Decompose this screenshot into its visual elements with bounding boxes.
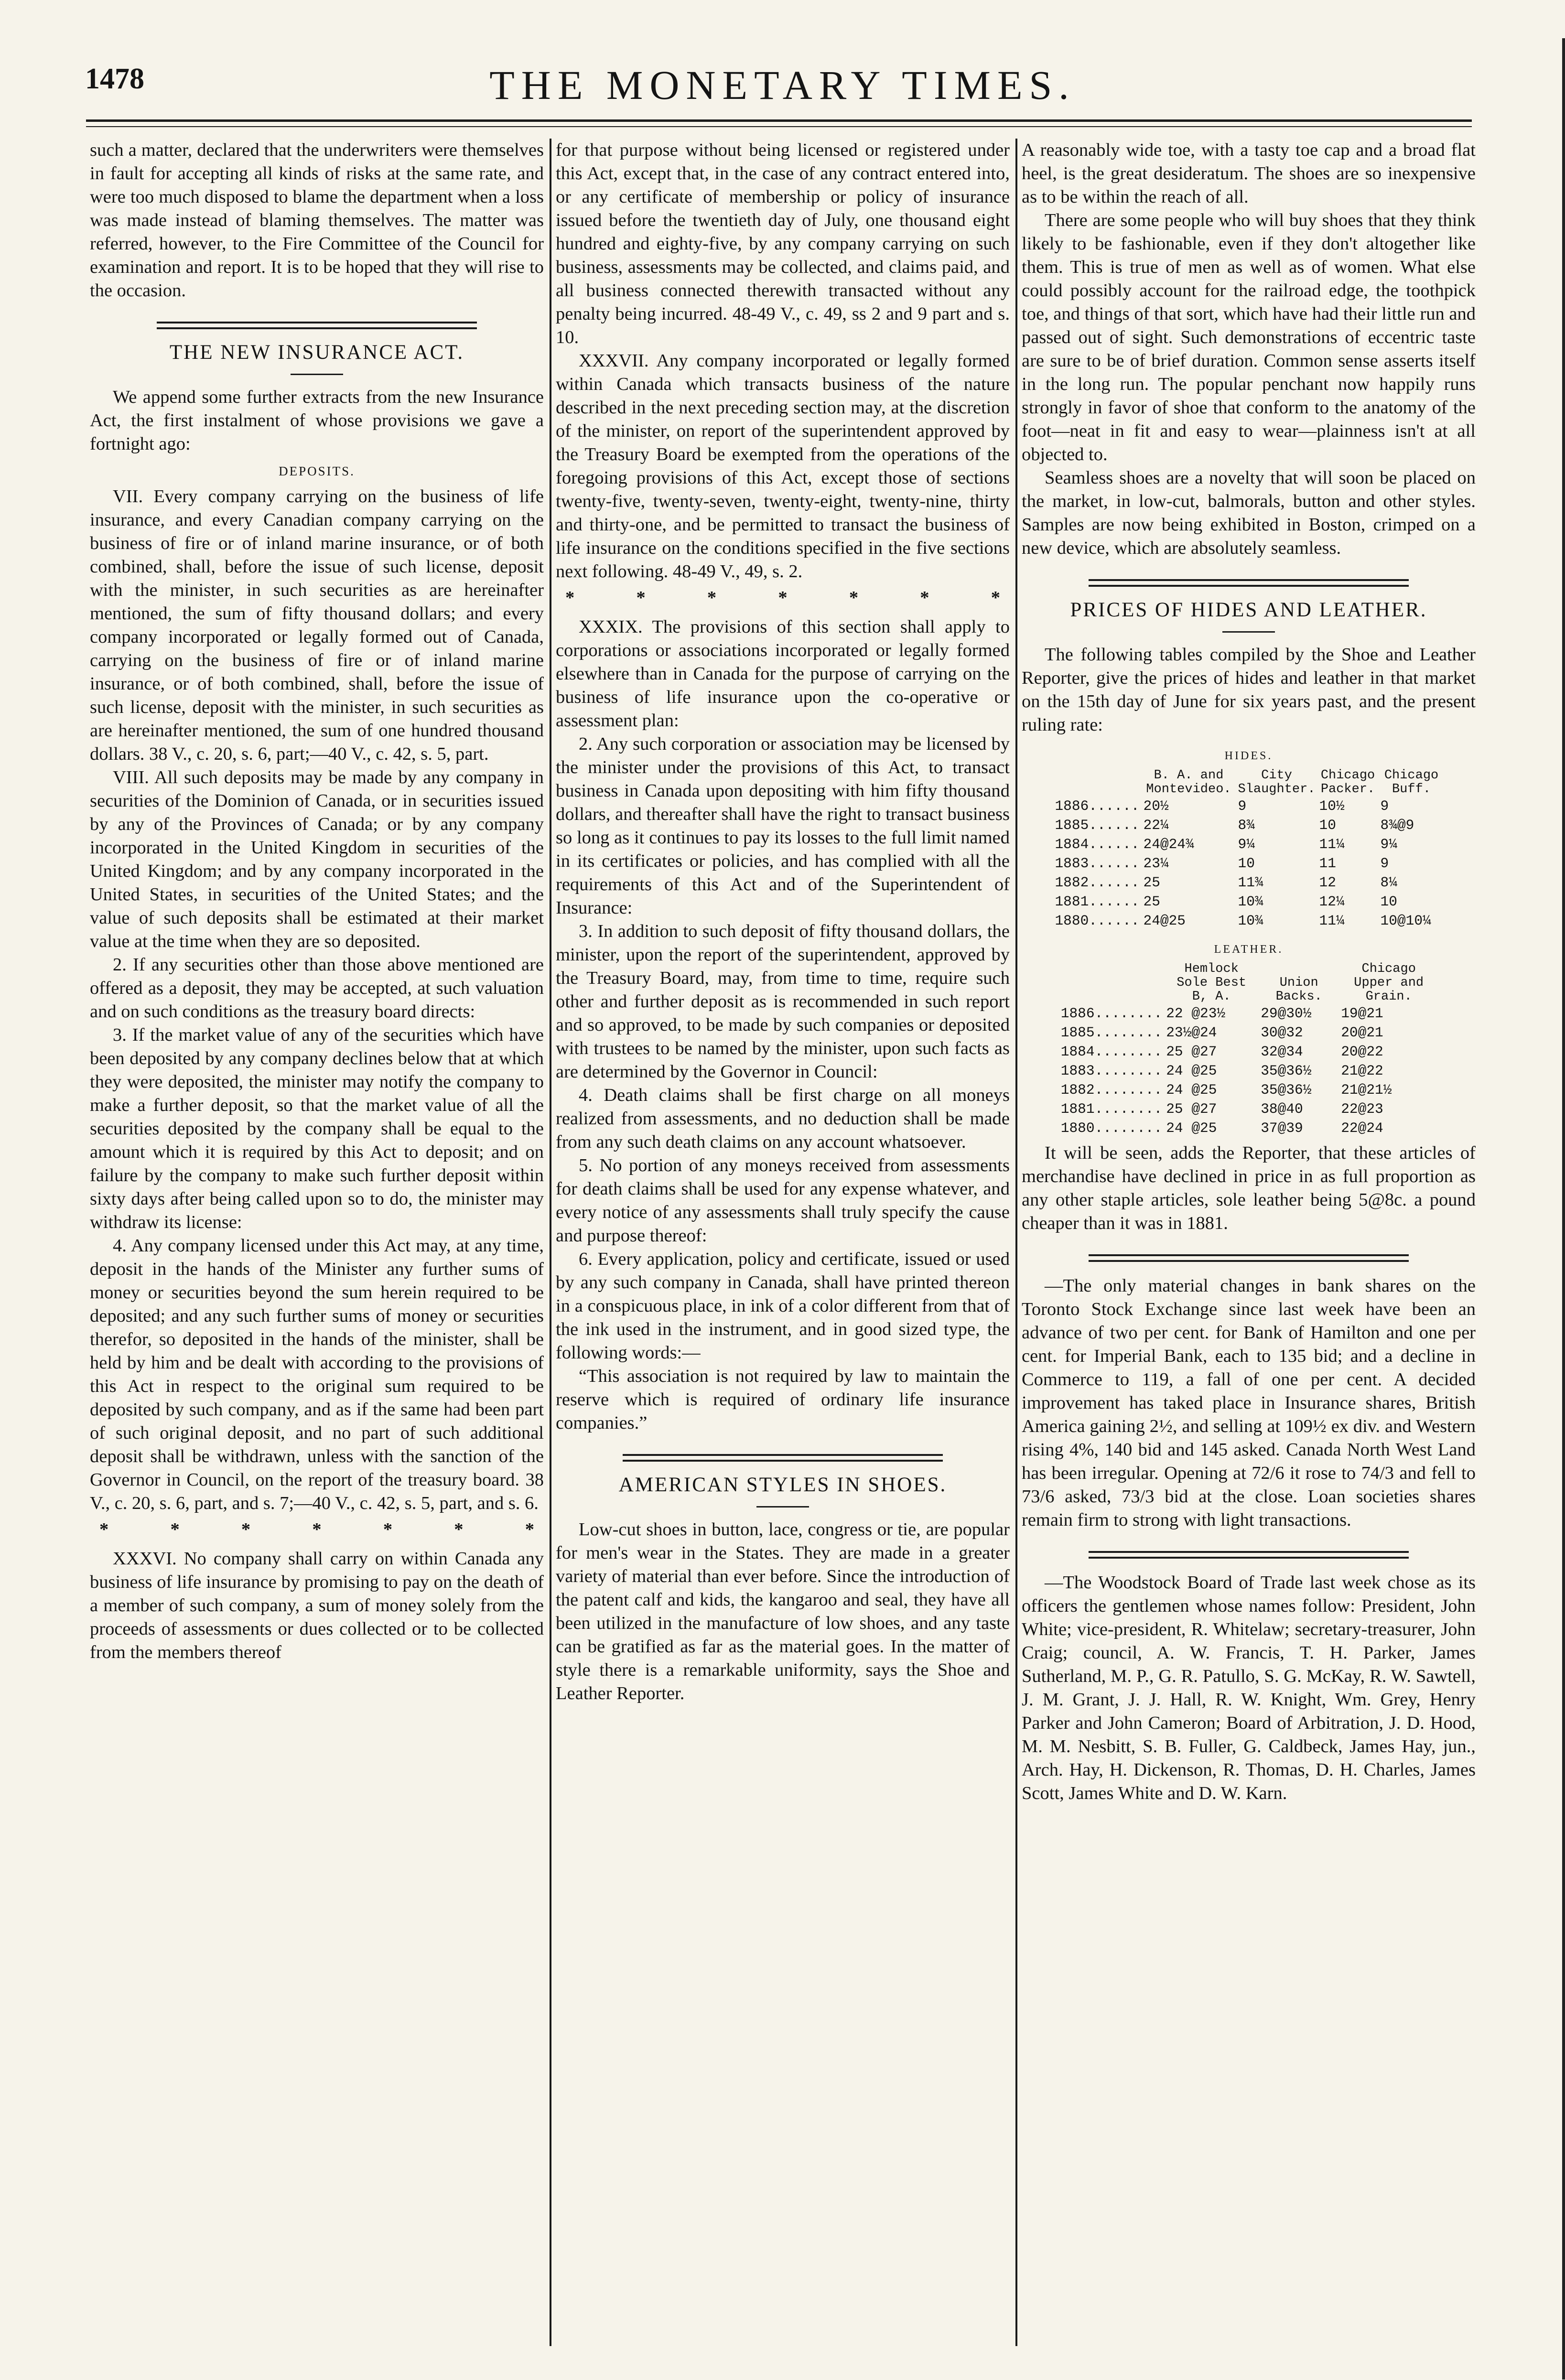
paragraph: such a matter, declared that the underwriters were themselves in fault for accepting all kinds of risks at the same rate, and were too much disposed to blame the department when a loss was made instead of blaming themselves. The matter was referred, however, to the Fire Committee of the Council for examination and report. It is to be hoped that they will rise to the occasion. [90,140,544,301]
table-cell: 32@34 [1261,1044,1303,1060]
year-cell: 1882...... [1055,874,1140,891]
table-cell: 38@40 [1261,1101,1303,1117]
table-cell: 10 [1380,894,1397,910]
star: * [241,1519,251,1540]
year-cell: 1881........ [1060,1101,1163,1117]
table-cell: 35@36½ [1261,1082,1312,1098]
paragraph: 2. Any such corporation or association may be licensed by the minister under the provisions of this Act, to transact business in Canada upon depositing with him fifty thousand dollars, and thereafter shall have the right to transact business so long as it continues to pay its losses to the full limit named in its certificates or policies, and has complied with all the requirements of this Act and of the Superintendent of Insurance: [556,734,1010,918]
star: * [778,588,788,608]
table-cell: 24 @25 [1166,1082,1217,1098]
table-title: LEATHER. [1214,943,1284,956]
year-cell: 1884........ [1060,1044,1163,1060]
heading-rule [756,1506,809,1508]
star: * [849,588,859,608]
table-row [1059,1004,1438,1023]
table-cell: 9¼ [1238,836,1255,852]
table-cell: 19@21 [1341,1005,1383,1022]
table-cell: 20@22 [1341,1044,1383,1060]
paragraph: VII. Every company carrying on the business of life insurance, and every Canadian company carrying on the business of fire or of inland marine insurance, or of both combined, shall, before the issue of such license, deposit with the minister, in such securities as are hereinafter mentioned, the sum of fifty thousand dollars; and every company incorporated or legally formed out of Canada, carrying on the business of fire or of inland marine insurance, or of both combined, shall, before the issue of such license, deposit with the minister, in such securities as are hereinafter mentioned, the sum of one hundred thousand dollars. 38 V., c. 20, s. 6, part;—40 V., c. 42, s. 5, part. [90,486,544,764]
table-cell: 25 @27 [1166,1044,1217,1060]
table-cell: 9¼ [1380,836,1397,852]
table-cell: 22 @23½ [1166,1005,1226,1022]
table-title: HIDES. [1224,750,1273,762]
year-cell: 1886...... [1055,798,1140,814]
ellipsis-stars [90,1518,544,1541]
table-cell: 11¼ [1319,913,1345,929]
year-cell: 1886........ [1060,1005,1163,1022]
star: * [99,1519,109,1540]
table-row [1059,1119,1438,1138]
table-cell: 35@36½ [1261,1063,1312,1079]
star: * [707,588,717,608]
article-heading: THE NEW INSURANCE ACT. [169,341,464,364]
column-header: Chicago Upper and Grain. [1354,962,1424,1004]
paragraph: 4. Death claims shall be first charge on all moneys realized from assessments, and no deduction shall be made from any such death claims on any account whatsoever. [556,1085,1010,1152]
year-cell: 1880........ [1060,1120,1163,1136]
paragraph: 6. Every application, policy and certificate, issued or used by any such company in Canada, shall have printed thereon in a conspicuous place, in ink of a color different from that of the ink used in the instrument, and in good sized type, the following words:— [556,1249,1010,1363]
table-cell: 11¾ [1238,874,1263,891]
masthead-title: THE MONETARY TIMES. [489,62,1076,108]
masthead-rule-thin [86,126,1472,127]
section-divider [157,322,477,329]
table-cell: 24@24¾ [1143,836,1194,852]
masthead-rule [86,119,1472,122]
table-row [1059,1061,1438,1080]
table-cell: 9 [1238,798,1247,814]
star: * [525,1519,534,1540]
table-cell: 8¼ [1380,874,1397,891]
column-header: City Slaughter. [1238,768,1316,797]
ellipsis-stars [556,586,1010,610]
paragraph: XXXIX. The provisions of this section shall apply to corporations or associations incorporated or legally formed elsewhere than in Canada for the purpose of carrying on the business of life insurance upon the co-operative or assessment plan: [556,617,1010,731]
paragraph: It will be seen, adds the Reporter, that these articles of merchandise have declined in price in as full proportion as any other staple articles, sole leather being 5@8c. a pound cheaper than it was in 1881. [1022,1143,1476,1233]
table-cell: 8¾ [1238,817,1255,833]
table-cell: 11¼ [1319,836,1345,852]
table-cell: 8¾@9 [1380,817,1414,833]
table-cell: 10@10¼ [1380,913,1431,929]
column-header: Hemlock Sole Best B, A. [1176,962,1247,1004]
column-3 [1022,139,1476,2356]
star: * [991,588,1000,608]
star: * [454,1519,464,1540]
leather-price-table [1059,962,1438,1138]
table-cell: 10½ [1319,798,1345,814]
column-divider [550,139,551,2346]
table-row [1059,1080,1438,1099]
table-cell: 37@39 [1261,1120,1303,1136]
paragraph: XXXVII. Any company incorporated or legally formed within Canada which transacts business of the nature described in the next preceding section may, at the discretion of the minister, on report of the superintendent approved by the Treasury Board be exempted from the operations of the foregoing provisions of this Act, except those of sections twenty-five, twenty-seven, twenty-eight, twenty-nine, thirty and thirty-one, and be permitted to transact the business of life insurance on the conditions specified in the five sections next following. 48-49 V., 49, s. 2. [556,351,1010,582]
table-cell: 9 [1380,798,1389,814]
table-row [1053,797,1444,816]
paragraph: XXXVI. No company shall carry on within Canada any business of life insurance by promising to pay on the death of a member of such company, a sum of money solely from the proceeds of assessments or dues collected or to be collected from the members thereof [90,1549,544,1662]
heading-rule [291,374,343,375]
paragraph: —The Woodstock Board of Trade last week chose as its officers the gentlemen whose names follow: President, John White; vice-president, R. Whitelaw; secretary-treasurer, John Craig; council, A. W. Francis, T. H. Parker, James Sutherland, M. P., G. R. Patullo, S. G. McKay, R. W. Sawtell, J. M. Grant, J. J. Hall, R. W. Knight, Wm. Grey, Henry Parker and John Cameron; Board of Arbitration, J. D. Hood, M. M. Nesbitt, S. B. Fuller, G. Caldbeck, James Hay, jun., Arch. Hay, H. Dickenson, R. Thomas, D. H. Charles, James Scott, James White and D. W. Karn. [1022,1572,1476,1803]
table-cell: 29@30½ [1261,1005,1312,1022]
table-header-row [1059,962,1438,1004]
year-cell: 1885...... [1055,817,1140,833]
table-cell: 9 [1380,855,1389,872]
column-header: Chicago Packer. [1320,768,1375,797]
page-number: 1478 [85,63,144,95]
table-cell: 25 [1143,874,1160,891]
paragraph: 3. In addition to such deposit of fifty thousand dollars, the minister, upon the report of the superintendent, approved by the Treasury Board, may, from time to time, require such other and further deposit as is recommended in such report and so approved, to be made by such companies or deposited with trustees to be named by the minister, upon such facts as are determined by the Governor in Council: [556,921,1010,1082]
column-header: B. A. and Montevideo. [1146,768,1231,797]
column-header: Chicago Buff. [1384,768,1439,797]
table-cell: 10 [1238,855,1255,872]
section-divider [623,1454,943,1462]
table-cell: 22@23 [1341,1101,1383,1117]
paragraph: A reasonably wide toe, with a tasty toe cap and a broad flat heel, is the great desideratum. The shoes are so inexpensive as to be within the reach of all. [1022,140,1476,207]
paragraph: 4. Any company licensed under this Act may, at any time, deposit in the hands of the Minister any further sums of money or securities beyond the sum herein required to be deposited; and any such further sums of money or securities therefor, so deposited in the hands of the minister, shall be held by him and be dealt with according to the provisions of this Act in respect to the original sum required to be deposited by such company, and as if the same had been part of such original deposit, and no part of such additional deposit shall be withdrawn, unless with the sanction of the Governor in Council, on the report of the treasury board. 38 V., c. 20, s. 6, part, and s. 7;—40 V., c. 42, s. 5, part, and s. 6. [90,1236,544,1513]
table-cell: 25 @27 [1166,1101,1217,1117]
paragraph: 5. No portion of any moneys received from assessments for death claims shall be used for any expense whatever, and every notice of any assessments shall truly specify the cause and purpose thereof: [556,1155,1010,1246]
table-cell: 25 [1143,894,1160,910]
article-heading: PRICES OF HIDES AND LEATHER. [1070,599,1427,621]
column-header [1059,962,1164,1004]
table-row [1059,1099,1438,1119]
table-cell: 10¾ [1238,894,1263,910]
section-divider [1089,1551,1409,1559]
table-cell: 22@24 [1341,1120,1383,1136]
paragraph: 2. If any securities other than those above mentioned are offered as a deposit, they may be accepted, at such valuation and on such conditions as the treasury board directs: [90,955,544,1022]
table-cell: 10¾ [1238,913,1263,929]
table-cell: 23¼ [1143,855,1169,872]
table-cell: 10 [1319,817,1336,833]
year-cell: 1881...... [1055,894,1140,910]
heading-rule [1222,631,1275,633]
star: * [383,1519,393,1540]
paragraph: Low-cut shoes in button, lace, congress or tie, are popular for men's wear in the States. They are made in a greater variety of material than ever before. Since the introduction of the patent calf and kids, the kangaroo and seal, they have all been utilized in the manufacture of low shoes, and any taste can be gratified as far as the material goes. In the matter of style there is a remarkable uniformity, says the Shoe and Leather Reporter. [556,1519,1010,1703]
star: * [312,1519,322,1540]
column-2 [556,139,1010,2356]
paragraph: VIII. All such deposits may be made by any company in securities of the Dominion of Canada, or in securities issued by any of the Provinces of Canada; or by any company incorporated in the United Kingdom in securities of the United Kingdom; and by any company incorporated in the United States, in securities of the United States; and the value of such deposits shall be estimated at their market value at the time when they are so deposited. [90,767,544,951]
table-cell: 11 [1319,855,1336,872]
table-cell: 21@22 [1341,1063,1383,1079]
paragraph: We append some further extracts from the new Insurance Act, the first instalment of whose provisions we gave a fortnight ago: [90,387,544,454]
table-row [1059,1042,1438,1061]
paragraph: —The only material changes in bank shares on the Toronto Stock Exchange since last week have been an advance of two per cent. for Bank of Hamilton and one per cent. for Imperial Bank, each to 135 bid; and a decline in Commerce to 119, a fall of one per cent. A decided improvement has taked place in Insurance shares, British America gaining 2½, and selling at 109½ ex div. and Western rising 4%, 140 bid and 145 asked. Canada North West Land has been irregular. Opening at 72/6 it rose to 74/3 and fell to 73/6 asked, 73/3 bid at the close. Loan societies shares remain firm to strong with light transactions. [1022,1276,1476,1530]
paragraph: The following tables compiled by the Shoe and Leather Reporter, give the prices of hides and leather in that market on the 15th day of June for six years past, and the present ruling rate: [1022,645,1476,735]
article-heading: AMERICAN STYLES IN SHOES. [618,1474,947,1496]
table-cell: 24@25 [1143,913,1186,929]
quotation: “This association is not required by law to maintain the reserve which is required of ordinary life insurance companies.” [556,1366,1010,1433]
column-1 [90,139,544,2356]
year-cell: 1880...... [1055,913,1140,929]
table-cell: 24 @25 [1166,1063,1217,1079]
table-cell: 20½ [1143,798,1169,814]
star: * [920,588,929,608]
table-row [1053,854,1444,873]
subheading: DEPOSITS. [279,464,355,478]
table-row [1053,911,1444,930]
table-cell: 21@21½ [1341,1082,1392,1098]
table-cell: 23½@24 [1166,1024,1217,1041]
year-cell: 1885........ [1060,1024,1163,1041]
paragraph: for that purpose without being licensed or registered under this Act, except that, in the case of any contract entered into, or any certificate of membership or policy of insurance issued before the twentieth day of July, one thousand eight hundred and eighty-five, by any company carrying on such business, assessments may be collected, and claims paid, and all business connected therewith transacted without any penalty being incurred. 48-49 V., c. 49, ss 2 and 9 part and s. 10. [556,140,1010,347]
table-cell: 24 @25 [1166,1120,1217,1136]
column-header [1053,769,1141,797]
table-row [1053,835,1444,854]
column-header: Union Backs. [1275,976,1322,1004]
star: * [170,1519,180,1540]
table-cell: 30@32 [1261,1024,1303,1041]
table-row [1053,873,1444,892]
table-row [1053,816,1444,835]
table-cell: 20@21 [1341,1024,1383,1041]
table-cell: 12¼ [1319,894,1345,910]
paragraph: Seamless shoes are a novelty that will soon be placed on the market, in low-cut, balmorals, button and other styles. Samples are now being exhibited in Boston, crimped on a new device, which are absolutely seamless. [1022,468,1476,558]
table-row [1059,1023,1438,1042]
hides-price-table [1053,769,1444,930]
star: * [565,588,575,608]
table-cell: 22¼ [1143,817,1169,833]
section-divider [1089,1254,1409,1262]
year-cell: 1883........ [1060,1063,1163,1079]
star: * [636,588,646,608]
section-divider [1089,579,1409,587]
column-divider [1015,139,1017,2346]
year-cell: 1883...... [1055,855,1140,872]
table-cell: 12 [1319,874,1336,891]
year-cell: 1884...... [1055,836,1140,852]
page-edge-line [1562,38,1565,2380]
paragraph: There are some people who will buy shoes that they think likely to be fashionable, even if they don't altogether like them. This is true of men as well as of women. What else could possibly account for the railroad edge, the toothpick toe, and things of that sort, which have had their little run and passed out of sight. Such demonstrations of eccentric taste are sure to be of brief duration. Common sense asserts itself in the long run. The popular penchant now happily runs strongly in favor of shoe that conform to the anatomy of the foot—neat in fit and easy to wear—plainness isn't at all objected to. [1022,210,1476,464]
table-header-row [1053,769,1444,797]
paragraph: 3. If the market value of any of the securities which have been deposited by any company declines below that at which they were deposited, the minister may notify the company to make a further deposit, so that the market value of all the securities deposited by the company shall be equal to the amount which it is required by this Act to deposit; and on failure by the company to make such further deposit within sixty days after being called upon so to do, the minister may withdraw its license: [90,1025,544,1232]
table-row [1053,892,1444,911]
year-cell: 1882........ [1060,1082,1163,1098]
